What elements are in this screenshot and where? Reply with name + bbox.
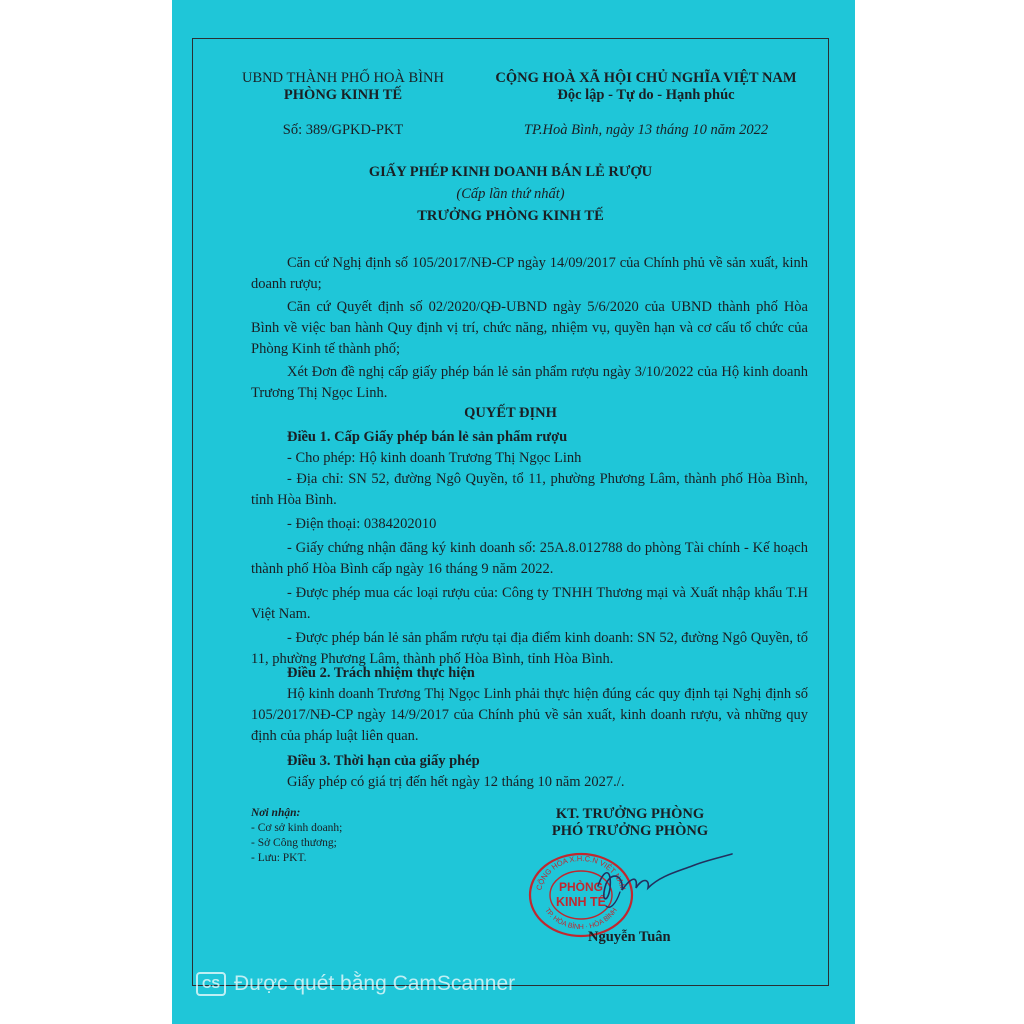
recipient-item: - Cơ sở kinh doanh; [251, 822, 343, 834]
preamble-paragraph-3: Xét Đơn đề nghị cấp giấy phép bán lẻ sản phẩm rượu ngày 3/10/2022 của Hộ kinh doanh Trương Thị Ngọc Linh. [251, 364, 808, 401]
article-1-item: - Giấy chứng nhận đăng ký kinh doanh số: 25A.8.012788 do phòng Tài chính - Kế hoạch thành phố Hòa Bình cấp ngày 16 tháng 9 năm 2022. [251, 540, 808, 577]
seal-center-line-2: KINH TẾ [556, 895, 606, 909]
recipients-block [251, 806, 342, 866]
article-1-heading: Điều 1. Cấp Giấy phép bán lẻ sản phẩm rượu [287, 429, 568, 445]
camscanner-watermark [196, 972, 515, 996]
article-3-text: Giấy phép có giá trị đến hết ngày 12 tháng 10 năm 2027./. [287, 774, 625, 790]
document-subtitle: (Cấp lần thứ nhất) [456, 186, 565, 202]
article-3 [251, 751, 808, 793]
national-title-block [468, 70, 824, 104]
seal-ring-text-bottom: TP. HÒA BÌNH · HÒA BÌNH [543, 907, 619, 932]
national-motto: Độc lập - Tự do - Hạnh phúc [557, 87, 735, 103]
issuer-line-1: UBND THÀNH PHỐ HOÀ BÌNH [242, 70, 444, 86]
issue-date: TP.Hoà Bình, ngày 13 tháng 10 năm 2022 [523, 122, 769, 138]
signature-block [520, 806, 740, 840]
recipient-item: - Sở Công thương; [251, 837, 337, 849]
issuer-block [236, 70, 450, 104]
signer-name: Nguyễn Tuân [588, 929, 671, 945]
article-1-item: - Được phép bán lẻ sản phẩm rượu tại địa điểm kinh doanh: SN 52, đường Ngô Quyền, tổ 11, phường Phương Lâm, thành phố Hòa Bình, tỉnh Hòa Bình. [251, 630, 808, 667]
article-1 [251, 427, 808, 670]
article-3-heading: Điều 3. Thời hạn của giấy phép [287, 753, 480, 769]
article-1-item: - Địa chỉ: SN 52, đường Ngô Quyền, tổ 11, phường Phương Lâm, thành phố Hòa Bình, tỉnh Hòa Bình. [251, 471, 808, 508]
signature-title-2: PHÓ TRƯỞNG PHÒNG [551, 823, 709, 839]
article-2 [251, 663, 808, 747]
national-title: CỘNG HOÀ XÃ HỘI CHỦ NGHĨA VIỆT NAM [495, 70, 797, 86]
article-2-heading: Điều 2. Trách nhiệm thực hiện [287, 665, 475, 681]
issuing-authority: TRƯỞNG PHÒNG KINH TẾ [417, 208, 604, 224]
recipient-item: - Lưu: PKT. [251, 852, 307, 864]
preamble-paragraph-1: Căn cứ Nghị định số 105/2017/NĐ-CP ngày 14/09/2017 của Chính phủ về sản xuất, kinh doanh rượu; [251, 255, 808, 292]
camscanner-logo-icon: CS [196, 972, 226, 996]
signature-title-1: KT. TRƯỞNG PHÒNG [555, 806, 705, 822]
issuer-line-2: PHÒNG KINH TẾ [283, 87, 403, 103]
article-1-item: - Được phép mua các loại rượu của: Công ty TNHH Thương mại và Xuất nhập khẩu T.H Việt Nam. [251, 585, 808, 622]
preamble-paragraph-2: Căn cứ Quyết định số 02/2020/QĐ-UBND ngày 5/6/2020 của UBND thành phố Hòa Bình về việc ban hành Quy định vị trí, chức năng, nhiệm vụ, quyền hạn và cơ cấu tổ chức của Phòng Kinh tế thành phố; [251, 299, 808, 357]
seal-center-line-1: PHÒNG [558, 880, 604, 894]
handwritten-signature [580, 846, 740, 916]
recipients-title: Nơi nhận: [251, 807, 301, 819]
document-title: GIẤY PHÉP KINH DOANH BÁN LẺ RƯỢU [368, 164, 653, 180]
document-number: Số: 389/GPKD-PKT [282, 122, 404, 138]
article-1-item: - Cho phép: Hộ kinh doanh Trương Thị Ngọc Linh [287, 450, 582, 466]
article-2-text: Hộ kinh doanh Trương Thị Ngọc Linh phải thực hiện đúng các quy định tại Nghị định số 105/2017/NĐ-CP ngày 14/9/2017 của Chính phủ về sản xuất, kinh doanh rượu, và những quy định của pháp luật liên quan. [251, 686, 808, 744]
seal-ring-text-top: CỘNG HÒA X.H.C.N VIỆT NAM [534, 853, 628, 892]
decision-heading: QUYẾT ĐỊNH [464, 405, 557, 421]
preamble [251, 253, 808, 404]
article-1-item: - Điện thoại: 0384202010 [287, 516, 437, 532]
camscanner-text: Được quét bằng CamScanner [234, 972, 516, 995]
